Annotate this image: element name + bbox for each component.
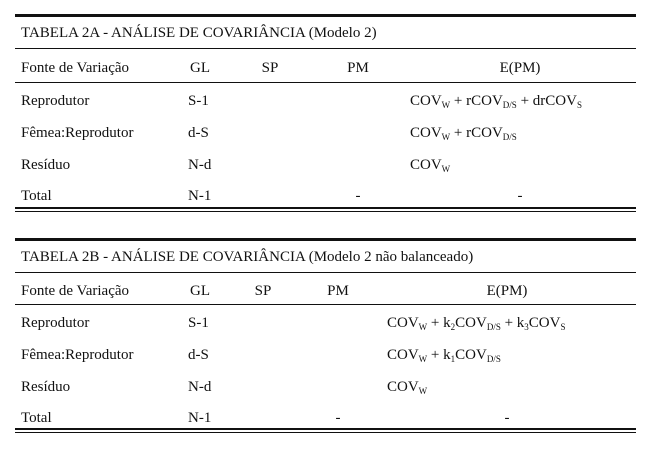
row-pm-dash: - — [335, 410, 341, 426]
header-sp: SP — [261, 60, 279, 76]
formula-term: COV — [455, 315, 487, 331]
formula-term: COV — [455, 347, 487, 363]
formula-term: COV — [410, 157, 442, 173]
top-rule — [15, 14, 636, 17]
row-epm — [387, 346, 501, 364]
row-epm — [410, 124, 517, 142]
row-epm — [387, 378, 427, 396]
row-fonte: Total — [21, 188, 52, 204]
row-fonte: Resíduo — [21, 157, 71, 173]
header-rule — [15, 304, 636, 305]
header-fonte: Fonte de Variação — [21, 60, 130, 76]
formula-subscript: W — [418, 386, 428, 396]
title-rule — [15, 272, 636, 273]
row-gl: d-S — [188, 347, 209, 363]
row-gl: N-1 — [188, 188, 212, 204]
bottom-rule — [15, 207, 636, 212]
row-gl: S-1 — [188, 93, 209, 109]
row-epm — [387, 314, 565, 332]
formula-subscript: D/S — [502, 132, 517, 142]
formula-subscript: D/S — [486, 322, 501, 332]
formula-subscript: W — [418, 322, 428, 332]
formula-term: COV — [528, 315, 561, 331]
formula-subscript: W — [418, 354, 428, 364]
row-gl: N-d — [188, 379, 212, 395]
row-gl: d-S — [188, 125, 209, 141]
header-gl: GL — [190, 283, 210, 299]
formula-subscript: 3 — [524, 322, 529, 332]
formula-term: COV — [410, 125, 442, 141]
header-epm: E(PM) — [499, 60, 541, 76]
formula-term: + k — [427, 315, 451, 331]
formula-term: + k — [427, 347, 451, 363]
header-pm: PM — [347, 60, 369, 76]
row-fonte: Resíduo — [21, 379, 71, 395]
formula-term: COV — [387, 315, 419, 331]
row-epm — [410, 92, 582, 110]
formula-term: + k — [500, 315, 525, 331]
formula-term: + rCOV — [450, 93, 503, 109]
row-gl: N-d — [188, 157, 212, 173]
row-gl: S-1 — [188, 315, 209, 331]
row-fonte: Reprodutor — [21, 315, 90, 331]
header-fonte: Fonte de Variação — [21, 283, 130, 299]
row-fonte: Reprodutor — [21, 93, 90, 109]
formula-subscript: S — [576, 100, 582, 110]
row-epm-dash: - — [504, 410, 510, 426]
header-rule — [15, 82, 636, 83]
row-epm — [410, 156, 450, 174]
row-fonte: Fêmea:Reprodutor — [21, 125, 134, 141]
row-pm-dash: - — [355, 188, 361, 204]
formula-subscript: W — [441, 100, 451, 110]
table-title: TABELA 2A - ANÁLISE DE COVARIÂNCIA (Modelo 2) — [21, 25, 377, 41]
formula-subscript: 1 — [450, 354, 456, 364]
header-gl: GL — [190, 60, 210, 76]
header-epm: E(PM) — [486, 283, 528, 299]
bottom-rule — [15, 428, 636, 433]
row-epm-dash: - — [517, 188, 523, 204]
formula-subscript: W — [441, 132, 451, 142]
row-gl: N-1 — [188, 410, 212, 426]
formula-subscript: D/S — [502, 100, 517, 110]
formula-term: COV — [387, 379, 419, 395]
formula-subscript: D/S — [486, 354, 501, 364]
formula-subscript: 2 — [450, 322, 456, 332]
header-pm: PM — [327, 283, 349, 299]
row-fonte: Total — [21, 410, 52, 426]
header-sp: SP — [254, 283, 272, 299]
formula-subscript: S — [560, 322, 566, 332]
formula-term: + rCOV — [450, 125, 503, 141]
formula-term: COV — [410, 93, 442, 109]
formula-subscript: W — [441, 164, 451, 174]
formula-term: + drCOV — [516, 93, 577, 109]
top-rule — [15, 238, 636, 241]
row-fonte: Fêmea:Reprodutor — [21, 347, 134, 363]
table-title: TABELA 2B - ANÁLISE DE COVARIÂNCIA (Modelo 2 não balanceado) — [21, 249, 474, 265]
formula-term: COV — [387, 347, 419, 363]
title-rule — [15, 48, 636, 49]
